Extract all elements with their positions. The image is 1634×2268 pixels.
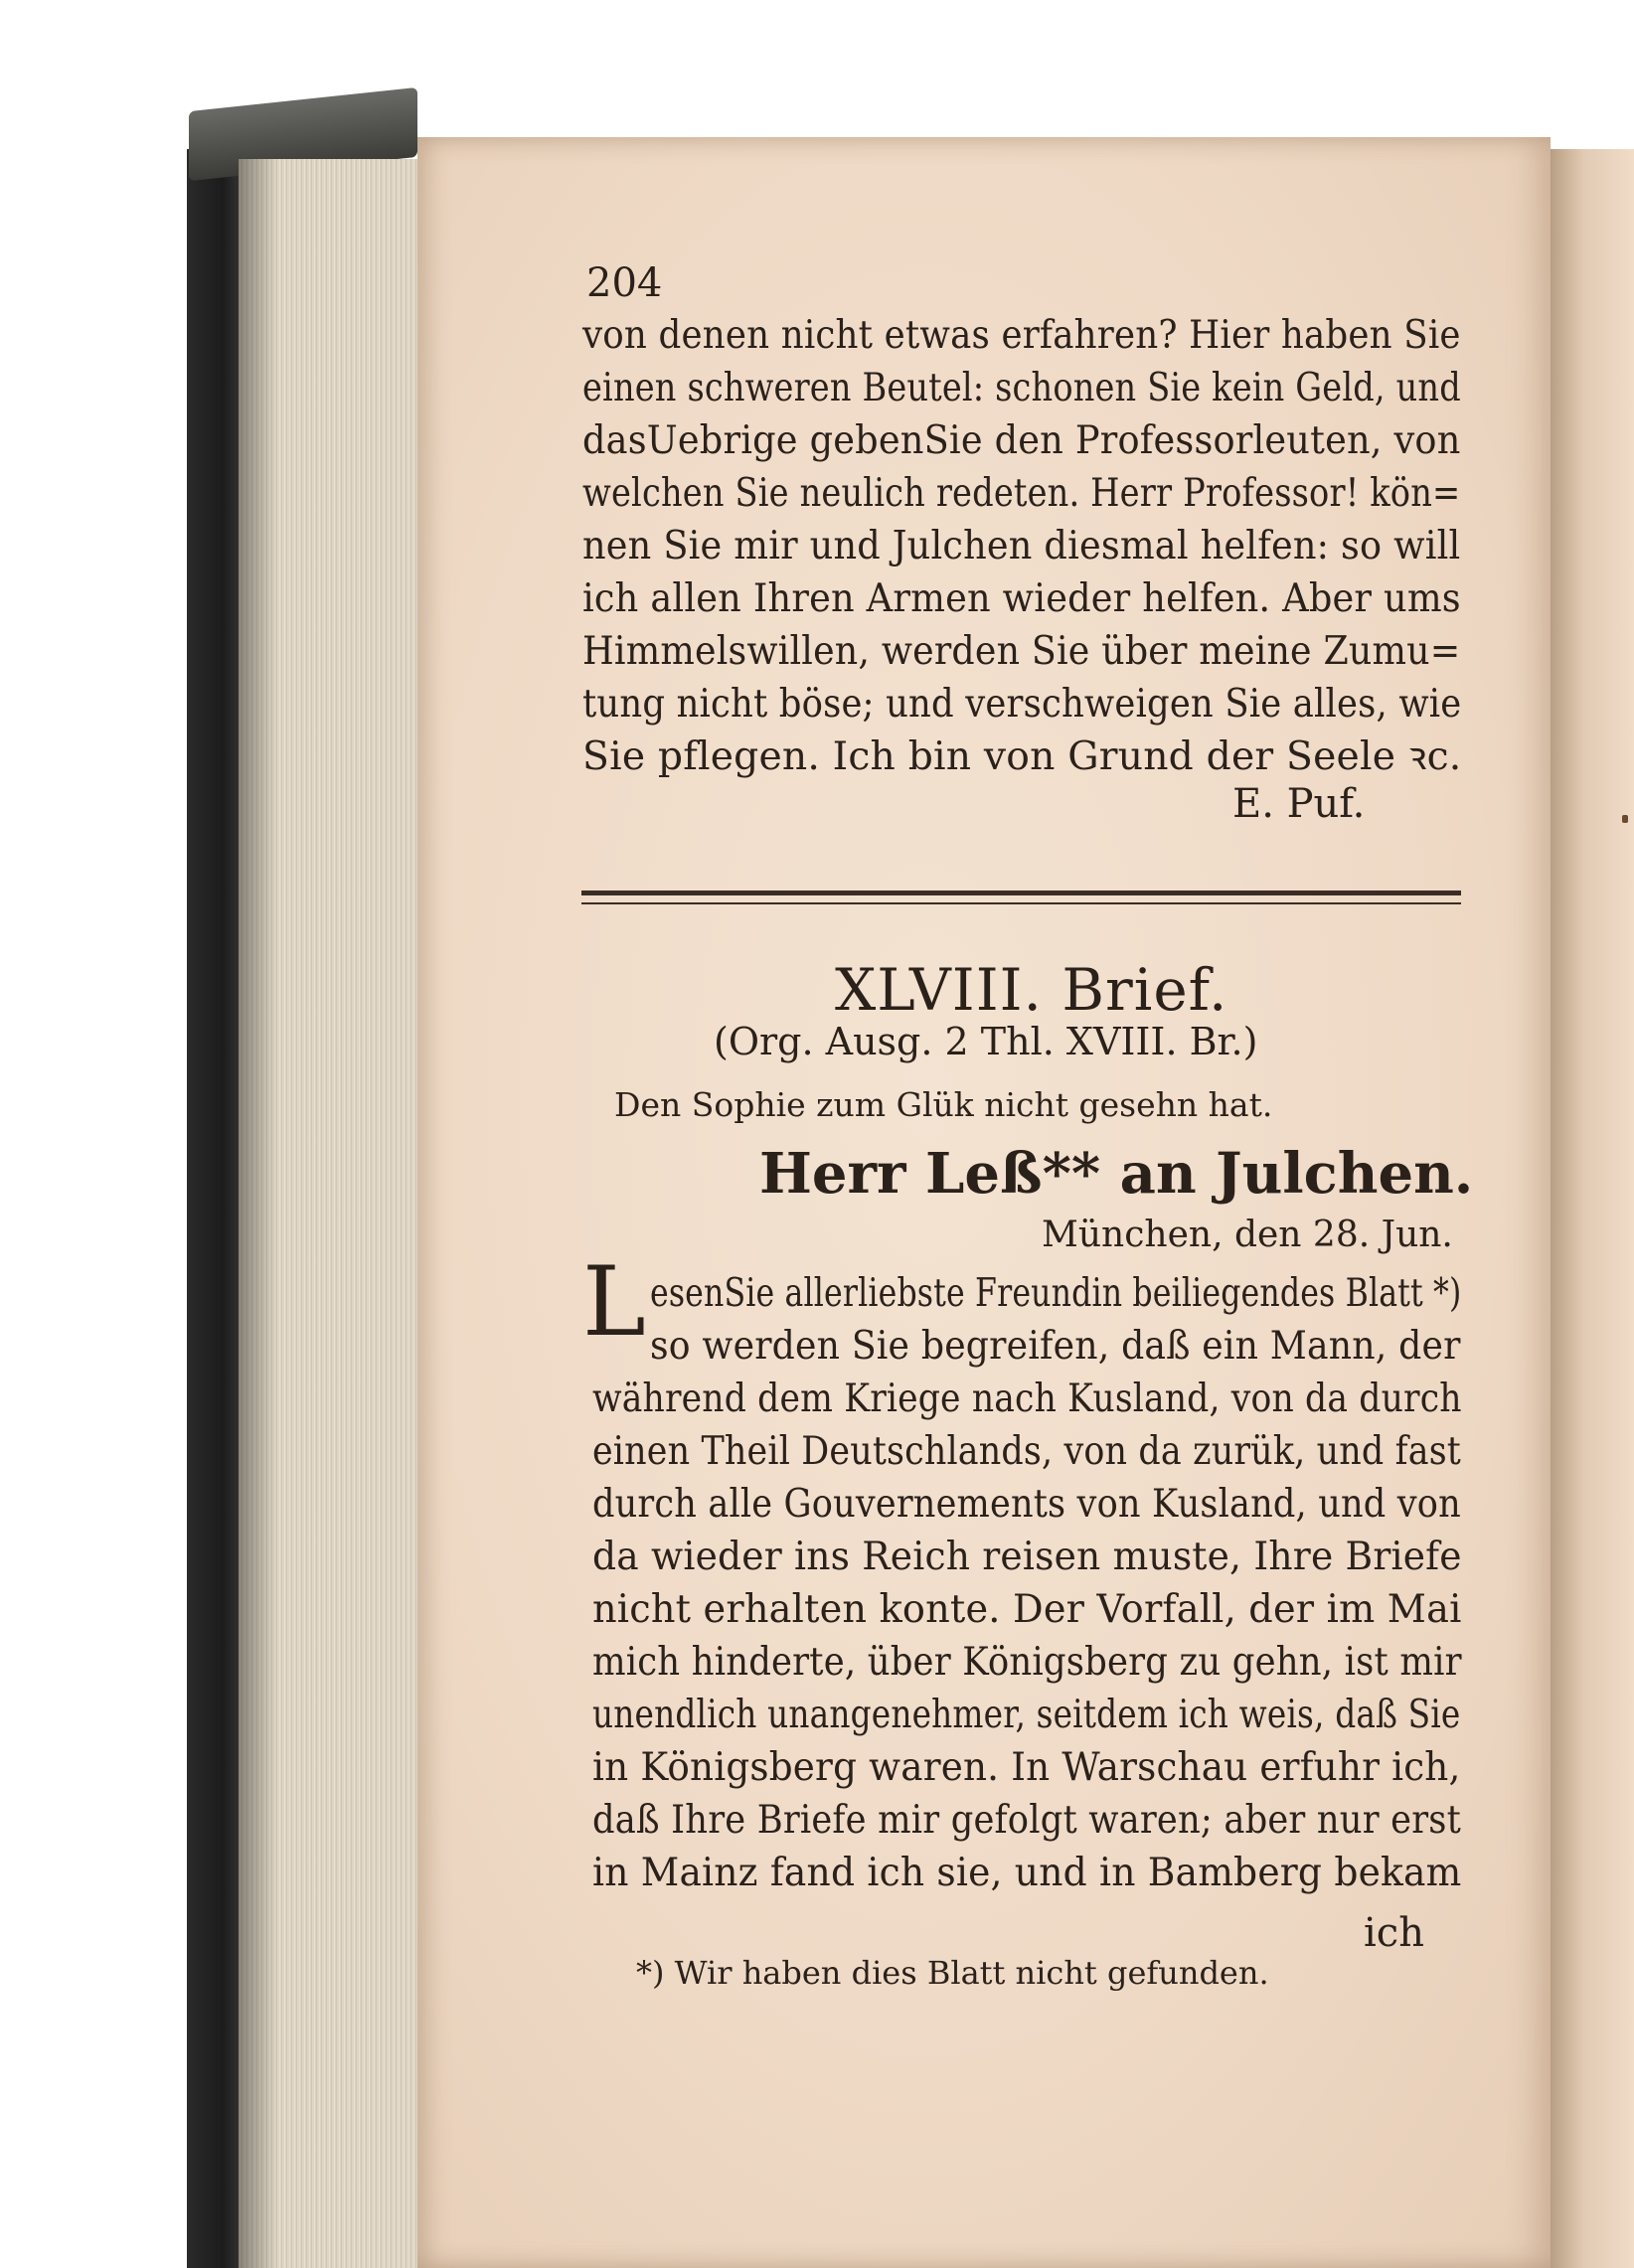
facing-page-mark [1622,815,1628,823]
facing-page-edge [1551,149,1634,2268]
text-line: so werden Sie begreifen, daß ein Mann, der [650,1324,1461,1369]
text-line: nen Sie mir und Julchen diesmal helfen: so will [582,524,1461,568]
letter-heading: Herr Leß** an Julchen. [759,1141,1474,1207]
page-number: 204 [586,260,663,306]
page-edges-shadow [239,159,278,2268]
catchword: ich [1364,1910,1424,1956]
text-line: in Königsberg waren. In Warschau erfuhr ich, [592,1745,1461,1790]
text-line: welchen Sie neulich redeten. Herr Professor! kön= [582,471,1461,516]
text-line: esenSie allerliebste Freundin beiliegendes Blatt *) [650,1271,1462,1316]
dateline: München, den 28. Jun. [1042,1215,1453,1255]
text-line: unendlich unangenehmer, seitdem ich weis, daß Sie [592,1693,1461,1737]
book-cover-edge [187,149,246,2268]
text-line: nicht erhalten konte. Der Vorfall, der im Mai [592,1587,1462,1632]
drop-cap: L [582,1246,646,1358]
text-line: während dem Kriege nach Kusland, von da durch [592,1377,1462,1421]
edition-note: (Org. Ausg. 2 Thl. XVIII. Br.) [714,1020,1258,1063]
text-line: mich hinderte, über Königsberg zu gehn, ist mir [592,1640,1462,1685]
intro-line: Den Sophie zum Glük nicht gesehn hat. [614,1085,1273,1124]
signature: E. Puf. [1232,781,1366,827]
text-line: ich allen Ihren Armen wieder helfen. Aber ums [582,576,1461,621]
text-line: dasUebrige gebenSie den Professorleuten, von [582,418,1461,463]
text-line: einen Theil Deutschlands, von da zurük, und fast [592,1429,1461,1474]
section-divider-thin [581,902,1461,904]
section-divider [581,891,1461,895]
text-line: Himmelswillen, werden Sie über meine Zumu= [582,629,1461,674]
letter-title: XLVIII. Brief. [835,956,1228,1024]
text-line: Sie pflegen. Ich bin von Grund der Seele ꝛc. [582,734,1462,779]
text-line: daß Ihre Briefe mir gefolgt waren; aber nur erst [592,1798,1461,1843]
text-line: durch alle Gouvernements von Kusland, und von [592,1482,1461,1527]
footnote: *) Wir haben dies Blatt nicht gefunden. [636,1954,1269,1992]
text-line: einen schweren Beutel: schonen Sie kein Geld, und [582,366,1461,410]
text-line: von denen nicht etwas erfahren? Hier haben Sie [582,313,1461,358]
text-line: da wieder ins Reich reisen muste, Ihre Briefe [592,1535,1462,1579]
text-line: in Mainz fand ich sie, und in Bamberg bekam [592,1851,1462,1895]
text-line: tung nicht böse; und verschweigen Sie alles, wie [582,682,1462,727]
